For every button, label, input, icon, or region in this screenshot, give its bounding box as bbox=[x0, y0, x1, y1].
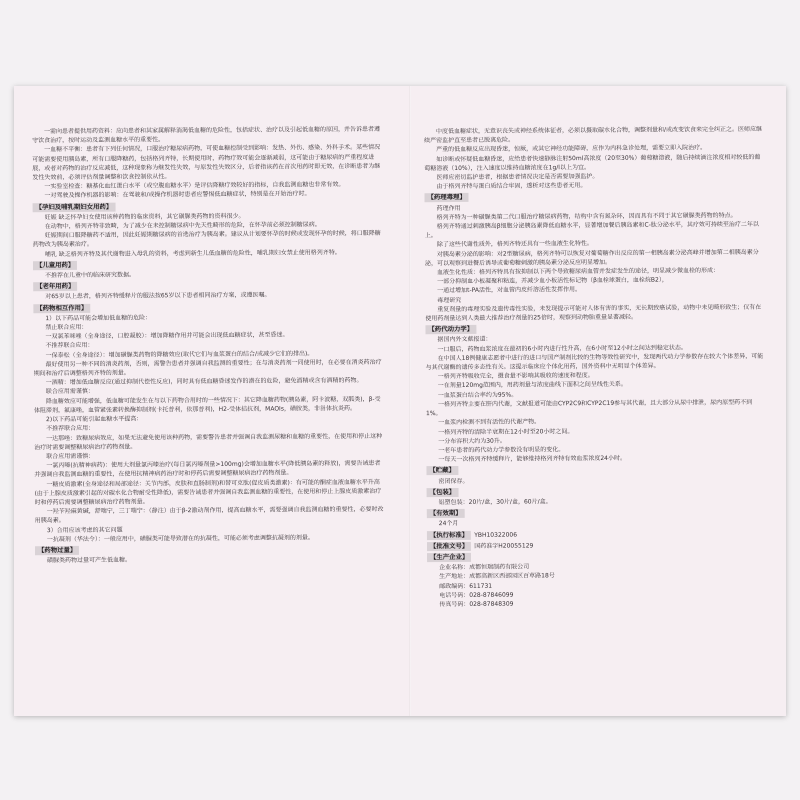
paragraph: 中度低血糖症状，无意识丧失或神经系统体征者，必须以摄取碳水化合物，调整剂量和/或改变饮食来完全纠正之。医师应继续严密监护直至患者已脱离危险。 bbox=[424, 125, 763, 145]
paragraph: 妊娠 缺乏怀孕妇女使用该种药物的临床资料，其它磺脲类药物的资料很少。 bbox=[44, 212, 245, 221]
paragraph: 哺乳 缺乏格列齐特及其代谢物进入母乳的资料，考虑到新生儿低血糖的危险性，哺乳期妇女禁止使用格列齐特。 bbox=[44, 248, 341, 258]
paragraph: 联合应用需谨慎： bbox=[46, 452, 95, 461]
fold-line bbox=[409, 86, 411, 716]
info-value: YBH10322006 bbox=[474, 531, 518, 539]
paragraph: 邮政编码：611731 bbox=[439, 582, 493, 590]
paragraph: 一糖皮质激素(全身途径和局部途径：关节内部，皮肤和直肠制剂)和替可克肽(促皮质类激素)：有可能的酮症血液血糖水平升高(由于上腺皮质激素引起的对碳水化合物耐受性降低)，需要告诫患者并强调自我监测血糖的重要性，在使用和停止上腺皮质激素治疗时和停药后需要调整糖尿病治疗药物剂量。 bbox=[34, 478, 382, 507]
paragraph: 如诊断或怀疑低血糖昏迷，应给患者快速静脉注射50ml高浓度（20至30%）葡萄糖溶液，随后持续滴注浓度相对较低的葡萄糖溶液（10%），注入速度以维持血糖浓度在1g/l以上为宜。 bbox=[424, 153, 761, 173]
paragraph: 一对驾驶及操作机器的影响：在驾驶和/或操作机器时患者应警惕低血糖症状，特别是在开始治疗时。 bbox=[44, 190, 311, 200]
paragraph: 一部分抑制血小板凝聚和粘连，并减少血小板活性标记物（β血栓球蛋白，血栓烷B2）， bbox=[437, 276, 668, 286]
paragraph: 降血糖效应可能增强，低血糖可能发生在与以下药物合用时的一些情况下：其它降血糖药物(胰岛素，阿卡波糖，双胍类)，β-受体阻滞剂，氟康唑，血管紧张素转换酶抑制剂(卡托普利，依那普利)，H2-受体拮抗剂，MAOIs，磺胺类，非甾体抗炎药。 bbox=[33, 395, 381, 415]
paragraph: 2)以下药品可能引起血糖水平提高： bbox=[46, 415, 143, 424]
leaflet-sheet bbox=[14, 86, 786, 716]
paragraph: 妊娠期间口服降糖药不适用，因此妊娠期糖尿病的首选治疗为胰岛素。建议从计划要怀孕的时候或发现怀孕的时候，将口服降糖药物改为胰岛素治疗。 bbox=[32, 230, 381, 249]
section-heading-label: 【药物过量】 bbox=[35, 546, 79, 555]
paragraph: 传真号码：028-87848309 bbox=[439, 600, 514, 609]
section-heading-label: 【儿童用药】 bbox=[33, 261, 77, 270]
left-column bbox=[32, 125, 386, 702]
section-heading-label: 【老年用药】 bbox=[33, 282, 77, 291]
paragraph: 企业名称：成都恒瑞制药有限公司 bbox=[439, 563, 530, 572]
paragraph: 格列齐特为一种磺脲类第二代口服治疗糖尿病药物，结构中含有氮杂环，因而具有不同于其它磺脲类药物的特点。 bbox=[436, 211, 737, 221]
paragraph: 一每天一次格列齐特缓释片，能够维持格列齐特有效血浆浓度24小时。 bbox=[438, 454, 626, 464]
section-heading-label: 【药理毒理】 bbox=[424, 193, 468, 202]
paragraph: 一氯丙嗪(抗精神病药)：使用大剂量氯丙嗪治疗(每日氯丙嗪剂量>100mg)会增加血糖水平(降低胰岛素的释放)，需要告诫患者并强调自我监测血糖的重要性，在使用抗精神病药治疗时和停药后需要调整糖尿病治疗药物剂量。 bbox=[34, 459, 381, 479]
paragraph: 一分布容积大约为30升。 bbox=[438, 437, 506, 445]
paragraph: 一老年患者的药代动力学参数没有明显的变化。 bbox=[438, 446, 565, 455]
info-row bbox=[427, 540, 767, 552]
section-heading-label: 【药代动力学】 bbox=[425, 325, 476, 334]
paragraph: 在中国人18例健康志愿者中进行的进口与国产制剂比较的生物等效性研究中，发现两代动力学参数存在较大个体差异，可能与其代谢酶的遗传多态性有关。这提示临床应个体化用药，国外资料中无明显个体差异。 bbox=[425, 352, 764, 372]
paragraph: 一血浆蛋白结合率约为95%。 bbox=[437, 391, 518, 399]
paragraph: 不推荐联合应用： bbox=[45, 342, 94, 350]
section-heading-label: 【包装】 bbox=[427, 488, 459, 497]
paragraph: 24个月 bbox=[438, 520, 459, 528]
paragraph: 药理作用 bbox=[436, 204, 461, 212]
paragraph: 对65岁以上患者，格列齐特缓释片的服法按65岁以下患者相同治疗方案，或遵医嘱。 bbox=[45, 292, 271, 301]
paragraph: 血液生化性质：格列齐特具有按抑制以下两个导致糖尿病血管并发症发生的途径，明显减少微血栓的形成： bbox=[436, 267, 720, 277]
paragraph: 一需向患者提供用药资料：应向患者和其家属解释消渴低血糖的危险性，包括症状、治疗以及引起低血糖的原因，并告诉患者遵守饮食治疗，按时运动及监测血糖水平的重要性。 bbox=[32, 125, 381, 145]
paragraph: 最好使用另一种不同的消炎药剂，否则，需警告患者并强调自我监测的重要性；在与消炎药剂一同使用时，在必要在消炎药治疗期间和治疗后调整格列齐特的剂量。 bbox=[33, 358, 382, 378]
paragraph: 除了这些代谢性质外，格列齐特还具有一些血液生化特性。 bbox=[436, 240, 593, 249]
paragraph: 一血浆内检测不到有活性的代谢产物。 bbox=[438, 418, 541, 427]
paragraph: 一格列齐特主要在肝内代谢，文献报道可能由CYP2C9和CYP2C19参与其代谢，且大部分从尿中排泄，尿内原型药不到1%。 bbox=[425, 398, 753, 418]
section-heading-label: 【贮藏】 bbox=[426, 466, 458, 475]
paragraph: 在动物中，格列齐特非致畸，为了减少在未控制糖尿病中先天性畸形的危险，在怀孕前必须控制糖尿病。 bbox=[44, 221, 321, 231]
paragraph: 一实验室检查：糖基化血红蛋白水平（或空腹血糖水平）是评估降糖疗效较好的指标，自我监测血糖也非常有效。 bbox=[44, 181, 345, 191]
paragraph: 对胰岛素分泌的影响：对2型糖尿病，格列齐特可以恢复对葡萄糖作出反应的第一相胰岛素分泌高峰并增加第二相胰岛素分泌，可以观察到进餐后诱导或葡萄糖刺激的胰岛素分泌反应明显增加。 bbox=[424, 248, 759, 268]
paragraph: 毒理研究 bbox=[437, 296, 462, 304]
paragraph: 一抗凝剂（华法令）：一般应用中，磺脲类可能导致潜在的抗凝性，可能必须考虑调整抗凝剂的剂量。 bbox=[46, 534, 314, 543]
paragraph: 一酒精：增加低血糖反应(通过抑制代偿性反应)，同时具有低血糖昏迷发作的潜在的危险，避免酒精或含有酒精的药物。 bbox=[45, 377, 363, 387]
section-heading-label: 【生产企业】 bbox=[427, 553, 471, 562]
paragraph: 一口服后，药物血浆浓度在最初的6小时内进行性升高，在6小时至12小时之间达到稳定状态。 bbox=[437, 344, 687, 353]
paragraph: 3）合用应该考虑的其它问题 bbox=[46, 526, 123, 534]
paragraph: 联合应用需谨慎： bbox=[45, 388, 94, 396]
paragraph: 重复剂量的毒理实验及遗传毒性实验，未发现提示可能对人体有害的事实，无长期致癌试验，动物中未见畸形致生；仅有在使用药剂量达到人类最大推荐治疗剂量的25倍时，观察到动物胎重量显著减轻。 bbox=[425, 303, 762, 323]
paragraph: 一格列齐特的清除半衰期在12小时至20小时之间。 bbox=[438, 427, 574, 436]
section-heading-label: 【药物相互作用】 bbox=[33, 303, 90, 312]
paragraph: 铝塑包装：20片/盒，30片/盒，60片/盒。 bbox=[438, 498, 552, 507]
paragraph: 生产地址：成都高新区西部园区百草路18号 bbox=[439, 572, 555, 581]
paragraph: 1）以下药品可能会增加低血糖的危险： bbox=[45, 314, 152, 322]
info-label: 【批准文号】 bbox=[427, 542, 471, 551]
paragraph: 一达那唑：致糖尿病效应，如果无法避免使用该种药物，需要警告患者并强调自我监测尿糖和血糖的重要性，在使用和停止这种治疗时需要调整糖尿病治疗药物剂量。 bbox=[34, 432, 383, 451]
paragraph: 电话号码：028-87846099 bbox=[439, 591, 514, 599]
paragraph: 格列齐特通过刺激胰岛β细胞分泌胰岛素降低血糖水平，显著增加餐后胰岛素和C-肽分泌水平，其疗效可持续至治疗二年以上。 bbox=[424, 220, 759, 240]
paragraph: 不推荐在儿童中的临床研究数据。 bbox=[45, 271, 136, 280]
paragraph: 一保泰松（全身途径）：增加磺脲类药物的降糖效应(取代它们与血浆蛋白的结合/或减少它们的排出)。 bbox=[45, 349, 314, 359]
info-value: 国药准字H20055129 bbox=[474, 542, 534, 550]
paragraph: 一血糖不平衡：患者有下列任何情况，口服治疗糖尿病药物，可使血糖控制受到影响：发热、外伤、感染、外科手术。某些情况可能需要使用胰岛素，所有口服降糖药，包括格列齐特，长期使用时，药物疗效可能会逐渐减弱，这可能由于糖尿病的严重程度进展，或者对药物的治疗反应减低，这种现象称为继发性失效，与原发性失效区分，后者指该药在首次用药时即无效，在诊断患者为继发性失效前，必须评估剂量调整和饮食控制依从性。 bbox=[32, 144, 381, 182]
paragraph: 由于格列齐特与蛋白质结合牢固，透析对这些患者无用。 bbox=[436, 182, 587, 191]
paragraph: 严重的低血糖反应出现昏迷，惊厥，或其它神经功能障碍，应作为内科急诊处理，需要立即入院治疗。 bbox=[436, 144, 707, 154]
paragraph: 磺脲类药物过量可产生低血糖。 bbox=[46, 556, 132, 565]
info-row bbox=[427, 528, 767, 540]
right-column bbox=[424, 125, 768, 702]
paragraph: 密闭保存。 bbox=[438, 477, 469, 485]
paragraph: 一在剂量120mg范围内，用药剂量与浓度曲线下面积之间呈线性关系。 bbox=[437, 381, 627, 390]
paragraph: 一格列齐特吸收完全，摄食量不影响其吸收的速度和程度。 bbox=[437, 372, 594, 381]
paragraph: 医师应密切监护患者，根据患者情况决定是否需要加强监护。 bbox=[436, 172, 599, 182]
info-label: 【执行标准】 bbox=[427, 530, 471, 539]
paragraph: 据国内外文献报道： bbox=[437, 336, 492, 344]
section-heading-label: 【有效期】 bbox=[427, 509, 465, 518]
paragraph: 一通过增加t-PA活性，对血管内皮纤溶活性发挥作用。 bbox=[437, 286, 582, 295]
paragraph: 一羟苄羟麻黄碱，舒喘宁，三丁喘宁：（静注）由于β-2激动剂作用，提高血糖水平，需要强调自我监测血糖的重要性，必要时改用胰岛素。 bbox=[34, 505, 384, 525]
paragraph: 一双氯苯咪唑（全身途径，口腔凝胶）：增加降糖作用并可能会出现低血糖症状，甚至昏迷。 bbox=[45, 331, 289, 341]
section-heading-label: 【孕妇及哺乳期妇女用药】 bbox=[33, 202, 116, 212]
paragraph: 禁止联合应用： bbox=[45, 323, 88, 332]
paragraph: 不推荐联合应用： bbox=[46, 425, 95, 433]
